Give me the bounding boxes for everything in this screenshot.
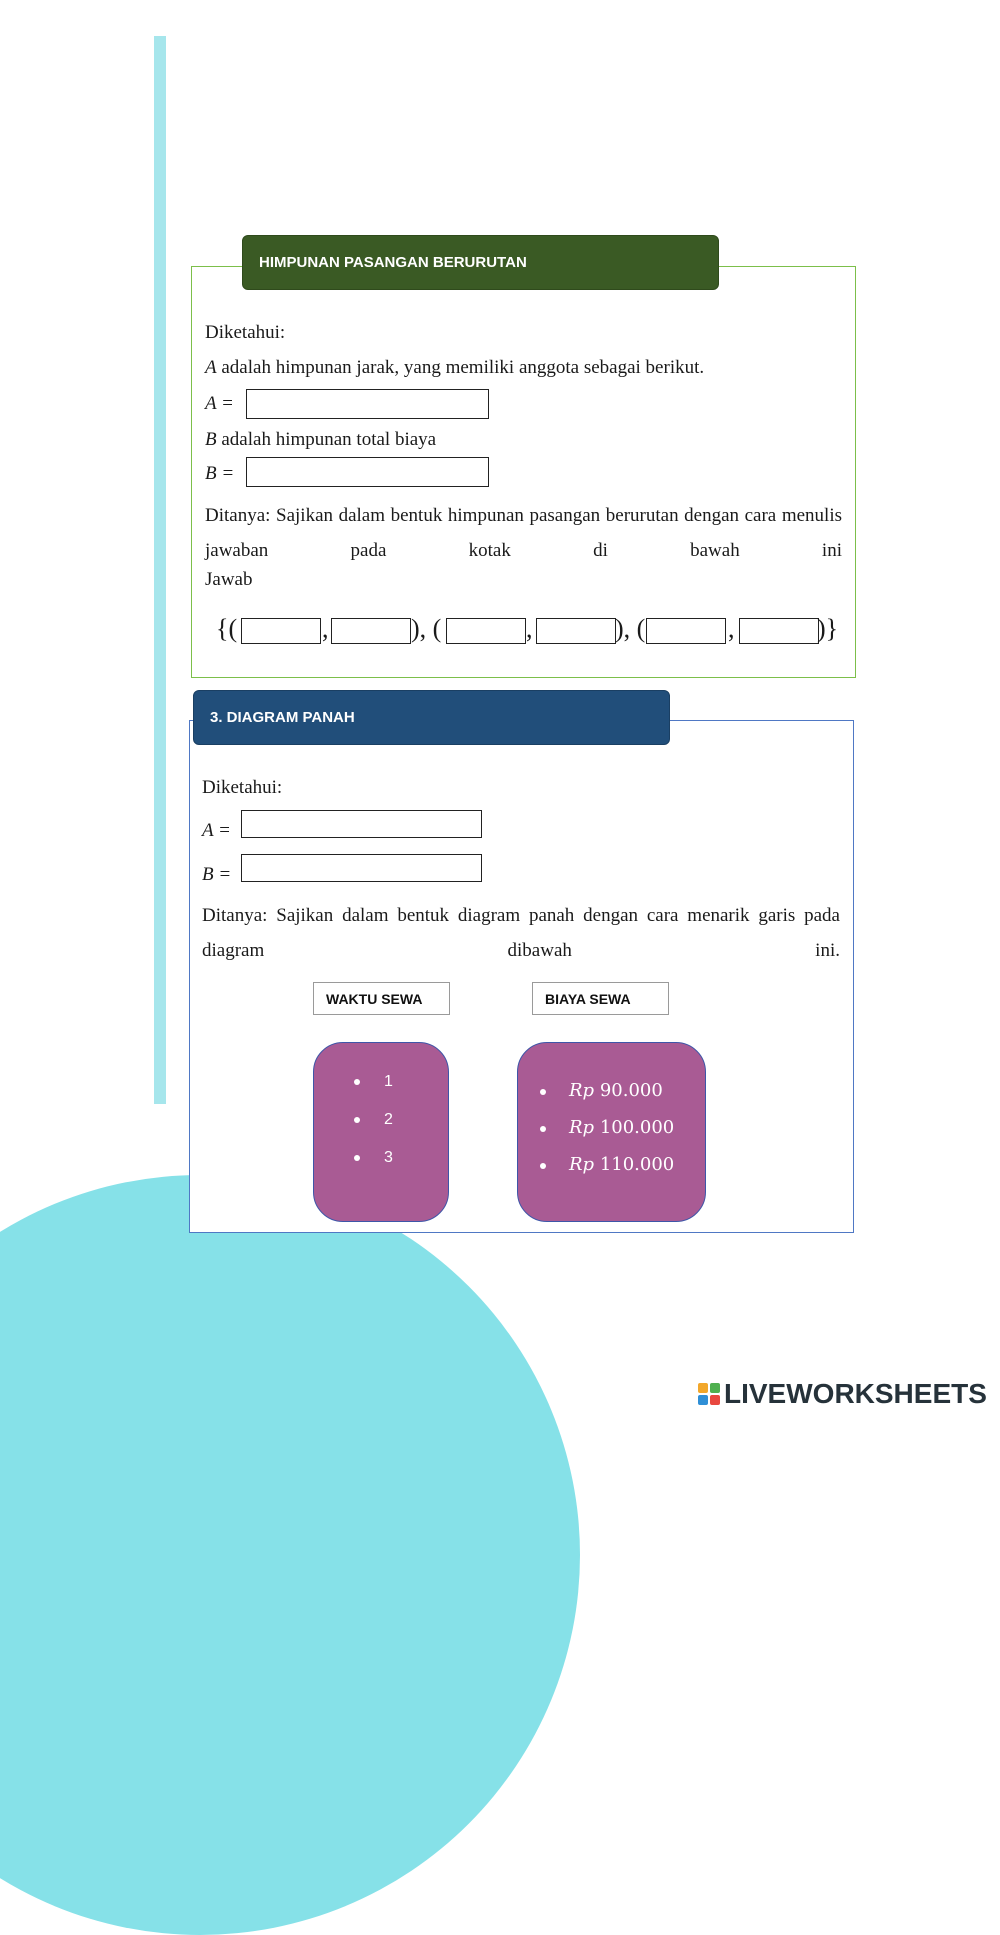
pairs-a-input-box[interactable]: [246, 389, 489, 419]
arrow-b-input-box[interactable]: [241, 854, 482, 882]
pairs-b-description: adalah himpunan total biaya: [221, 429, 437, 450]
arrow-a-equals: A =: [202, 820, 231, 841]
set-b-oval: [517, 1042, 706, 1222]
arrow-a-input-box[interactable]: [241, 810, 482, 838]
pair-2-comma: ,: [526, 614, 533, 643]
pair-1-second-box[interactable]: [331, 618, 411, 644]
set-b-amount: 110.000: [599, 1154, 675, 1175]
pairs-a-description-line: [205, 356, 704, 380]
pair-3-second-box[interactable]: [739, 618, 819, 644]
decorative-circle: [0, 1175, 580, 1935]
pairs-a-variable: A: [205, 357, 217, 378]
pair-2-first-box[interactable]: [446, 618, 526, 644]
set-b-amount: 90.000: [599, 1080, 663, 1101]
pair-1-comma: ,: [322, 614, 329, 643]
pairs-answer-label: Jawab: [205, 569, 253, 590]
pairs-b-input-box[interactable]: [246, 457, 489, 487]
pair-separator-1: ), (: [411, 614, 442, 643]
set-a-oval: [313, 1042, 449, 1222]
logo-tile-i: [710, 1383, 720, 1393]
pair-3-comma: ,: [728, 614, 735, 643]
arrow-given-label: Diketahui:: [202, 777, 283, 798]
pairs-open-brace: {(: [216, 614, 238, 643]
pairs-b-variable: B: [205, 429, 217, 450]
currency-symbol: Rp: [569, 1080, 595, 1101]
set-a-item[interactable]: 1: [384, 1071, 448, 1109]
set-a-item[interactable]: 3: [384, 1147, 448, 1185]
arrow-section-banner: 3. DIAGRAM PANAH: [193, 690, 670, 745]
pairs-question: Ditanya: Sajikan dalam bentuk himpunan pasangan berurutan dengan cara menulis jawaban pada kotak di bawah ini: [205, 505, 842, 561]
liveworksheets-logo: [698, 1377, 987, 1411]
logo-tile-e: [710, 1395, 720, 1405]
arrow-question: Ditanya: Sajikan dalam bentuk diagram panah dengan cara menarik garis pada diagram dibawah ini.: [202, 905, 840, 961]
arrow-b-equals: B =: [202, 864, 232, 885]
pair-2-second-box[interactable]: [536, 618, 616, 644]
set-a-label: WAKTU SEWA: [313, 982, 450, 1015]
currency-symbol: Rp: [569, 1154, 595, 1175]
liveworksheets-logo-icon: [698, 1383, 720, 1405]
logo-tile-v: [698, 1395, 708, 1405]
pairs-close-brace: )}: [817, 614, 839, 643]
decorative-side-bar: [154, 36, 166, 1104]
pairs-a-description: adalah himpunan jarak, yang memiliki anggota sebagai berikut.: [221, 357, 705, 378]
pair-3-first-box[interactable]: [646, 618, 726, 644]
set-a-item[interactable]: 2: [384, 1109, 448, 1147]
set-b-amount: 100.000: [599, 1117, 675, 1138]
liveworksheets-logo-text: LIVEWORKSHEETS: [724, 1378, 987, 1409]
set-b-item[interactable]: [569, 1117, 705, 1154]
currency-symbol: Rp: [569, 1117, 595, 1138]
pairs-a-equals: A =: [205, 393, 234, 414]
set-b-item[interactable]: [569, 1154, 705, 1191]
pair-separator-2: ), (: [615, 614, 646, 643]
pairs-b-description-line: [205, 428, 436, 452]
pairs-b-equals: B =: [205, 463, 235, 484]
set-b-item[interactable]: [569, 1080, 705, 1117]
logo-tile-l: [698, 1383, 708, 1393]
set-b-label: BIAYA SEWA: [532, 982, 669, 1015]
pairs-given-label: Diketahui:: [205, 322, 286, 343]
pair-1-first-box[interactable]: [241, 618, 321, 644]
pairs-section-banner: HIMPUNAN PASANGAN BERURUTAN: [242, 235, 719, 290]
